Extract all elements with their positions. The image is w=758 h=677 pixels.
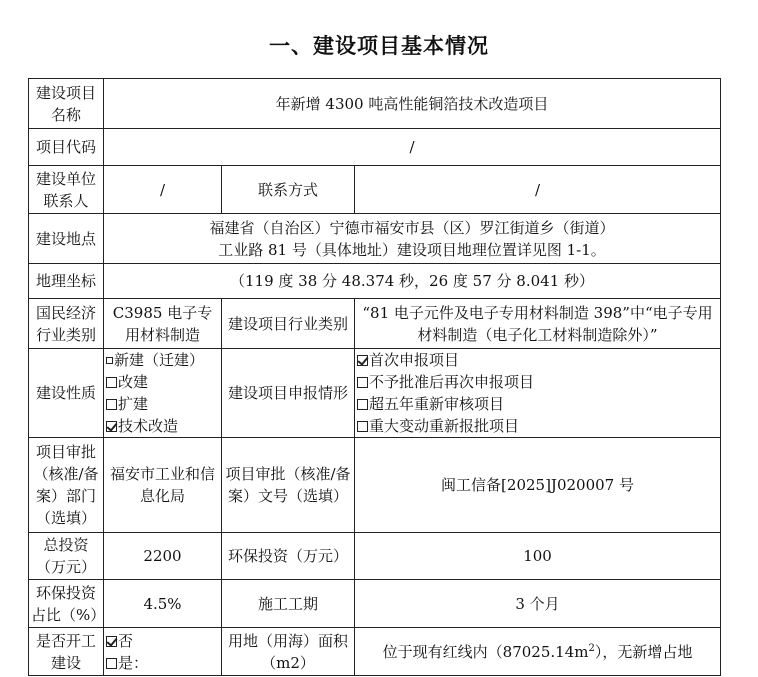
report-options [355, 349, 721, 438]
report-option-first[interactable] [357, 349, 718, 371]
approval-department: 福安市工业和信息化局 [104, 438, 222, 533]
project-code-label: 项目代码 [29, 129, 104, 166]
approval-doc-value: 闽工信备[2025]J020007 号 [355, 438, 721, 533]
land-area-value [355, 628, 721, 676]
period-label: 施工工期 [222, 580, 355, 628]
industry-category-value: “81 电子元件及电子专用材料制造 398”中“电子专用材料制造（电子化工材料制造除外）” [355, 299, 721, 349]
coordinates-value: （119 度 38 分 48.374 秒，26 度 57 分 8.041 秒） [104, 264, 721, 299]
industry-label: 国民经济行业类别 [29, 299, 104, 349]
row-ratio [29, 580, 721, 628]
checked-checkbox-icon[interactable] [357, 355, 368, 366]
contact-method-value: / [355, 166, 721, 214]
location-label: 建设地点 [29, 214, 104, 264]
checkbox-icon[interactable] [106, 377, 117, 388]
checkbox-icon[interactable] [106, 399, 117, 410]
row-started [29, 628, 721, 676]
row-project-name [29, 79, 721, 129]
ratio-label: 环保投资占比（%） [29, 580, 104, 628]
project-info-table [28, 78, 721, 676]
industry-category-label: 建设项目行业类别 [222, 299, 355, 349]
report-option-major-change[interactable] [357, 415, 718, 437]
nature-options [104, 349, 222, 438]
started-options [104, 628, 222, 676]
contact-method-label: 联系方式 [222, 166, 355, 214]
nature-option-expand[interactable] [106, 393, 219, 415]
contact-label: 建设单位联系人 [29, 166, 104, 214]
row-coordinates [29, 264, 721, 299]
land-area-text: 位于现有红线内（87025.14m [382, 642, 589, 661]
coordinates-label: 地理坐标 [29, 264, 104, 299]
report-option-resubmit[interactable] [357, 371, 718, 393]
checked-checkbox-icon[interactable] [106, 421, 117, 432]
report-option-five-year[interactable] [357, 393, 718, 415]
env-investment-value: 100 [355, 533, 721, 580]
checkbox-icon[interactable] [357, 421, 368, 432]
checkbox-icon[interactable] [106, 357, 113, 364]
option-label: 首次申报项目 [369, 351, 460, 369]
contact-value: / [104, 166, 222, 214]
row-approval [29, 438, 721, 533]
nature-label: 建设性质 [29, 349, 104, 438]
report-label: 建设项目申报情形 [222, 349, 355, 438]
investment-value: 2200 [104, 533, 222, 580]
env-investment-label: 环保投资（万元） [222, 533, 355, 580]
checkbox-icon[interactable] [106, 658, 117, 669]
row-nature [29, 349, 721, 438]
option-label: 超五年重新审核项目 [369, 395, 505, 413]
investment-label: 总投资（万元） [29, 533, 104, 580]
location-value [104, 214, 721, 264]
checked-checkbox-icon[interactable] [106, 636, 117, 647]
page-title: 一、建设项目基本情况 [269, 34, 489, 58]
industry-value: C3985 电子专用材料制造 [104, 299, 222, 349]
started-label: 是否开工建设 [29, 628, 104, 676]
checkbox-icon[interactable] [357, 377, 368, 388]
option-label: 扩建 [118, 395, 149, 413]
nature-option-new[interactable] [106, 349, 219, 371]
project-code-value: / [104, 129, 721, 166]
option-label: 否 [118, 631, 134, 650]
option-label: 技术改造 [118, 417, 179, 435]
row-project-code [29, 129, 721, 166]
option-label: 改建 [118, 373, 149, 391]
land-area-unit-exponent: 2 [588, 642, 595, 654]
started-option-no[interactable] [106, 630, 219, 652]
started-option-yes[interactable] [106, 652, 219, 674]
checkbox-icon[interactable] [357, 399, 368, 410]
option-label: 重大变动重新报批项目 [369, 417, 520, 435]
project-name-value: 年新增 4300 吨高性能铜箔技术改造项目 [104, 79, 721, 129]
project-name-label: 建设项目名称 [29, 79, 104, 129]
land-area-text-end: ），无新增占地 [594, 642, 693, 661]
nature-option-tech[interactable] [106, 415, 219, 437]
ratio-value: 4.5% [104, 580, 222, 628]
approval-label: 项目审批（核准/备案）部门（选填） [29, 438, 104, 533]
row-industry [29, 299, 721, 349]
location-line-1: 福建省（自治区）宁德市福安市县（区）罗江街道乡（街道） [209, 218, 615, 237]
location-line-2: 工业路 81 号（具体地址）建设项目地理位置详见图 1-1。 [218, 240, 606, 259]
land-area-label: 用地（用海）面积（m2） [222, 628, 355, 676]
option-label: 是： [118, 653, 149, 672]
option-label: 不予批准后再次申报项目 [369, 373, 535, 391]
period-value: 3 个月 [355, 580, 721, 628]
approval-doc-label: 项目审批（核准/备案）文号（选填） [222, 438, 355, 533]
row-location [29, 214, 721, 264]
row-investment [29, 533, 721, 580]
row-contact [29, 166, 721, 214]
nature-option-rebuild[interactable] [106, 371, 219, 393]
option-label: 新建（迁建） [114, 351, 205, 369]
